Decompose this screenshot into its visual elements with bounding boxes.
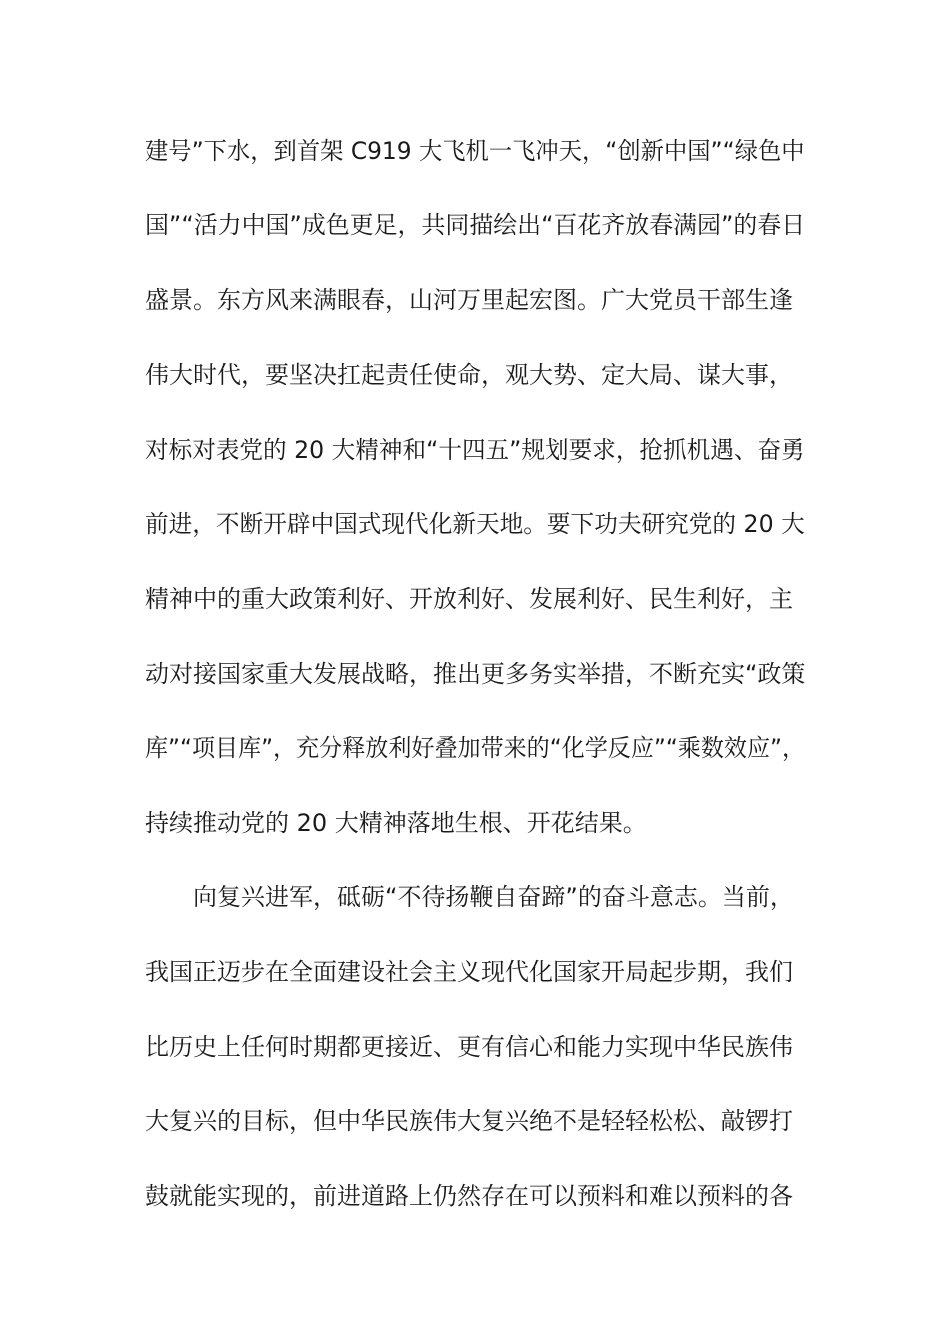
text-line: 盛景。东方风来满眼春，山河万里起宏图。广大党员干部生逢 xyxy=(145,286,793,314)
text-line: 建号”下水，到首架 C919 大飞机一飞冲天，“创新中国”“绿色中 xyxy=(145,137,805,165)
text-line: 比历史上任何时期都更接近、更有信心和能力实现中华民族伟 xyxy=(145,1033,793,1061)
paragraph-start-line: 向复兴进军，砥砺“不待扬鞭自奋蹄”的奋斗意志。当前， xyxy=(145,883,794,911)
text-line: 我国正迈步在全面建设社会主义现代化国家开局起步期，我们 xyxy=(145,958,793,986)
text-line: 国”“活力中国”成色更足，共同描绘出“百花齐放春满园”的春日 xyxy=(145,211,806,239)
text-line: 前进，不断开辟中国式现代化新天地。要下功夫研究党的 20 大 xyxy=(145,510,805,538)
text-line: 库”“项目库”，充分释放利好叠加带来的“化学反应”“乘数效应”， xyxy=(145,734,806,762)
text-line: 大复兴的目标，但中华民族伟大复兴绝不是轻轻松松、敲锣打 xyxy=(145,1107,793,1135)
text-line: 精神中的重大政策利好、开放利好、发展利好、民生利好，主 xyxy=(145,585,793,613)
text-line: 持续推动党的 20 大精神落地生根、开花结果。 xyxy=(145,809,647,837)
text-line: 对标对表党的 20 大精神和“十四五”规划要求，抢抓机遇、奋勇 xyxy=(145,436,805,464)
text-line: 动对接国家重大发展战略，推出更多务实举措，不断充实“政策 xyxy=(145,660,806,688)
text-line: 鼓就能实现的，前进道路上仍然存在可以预料和难以预料的各 xyxy=(145,1182,793,1210)
text-line: 伟大时代，要坚决扛起责任使命，观大势、定大局、谋大事， xyxy=(145,361,793,389)
